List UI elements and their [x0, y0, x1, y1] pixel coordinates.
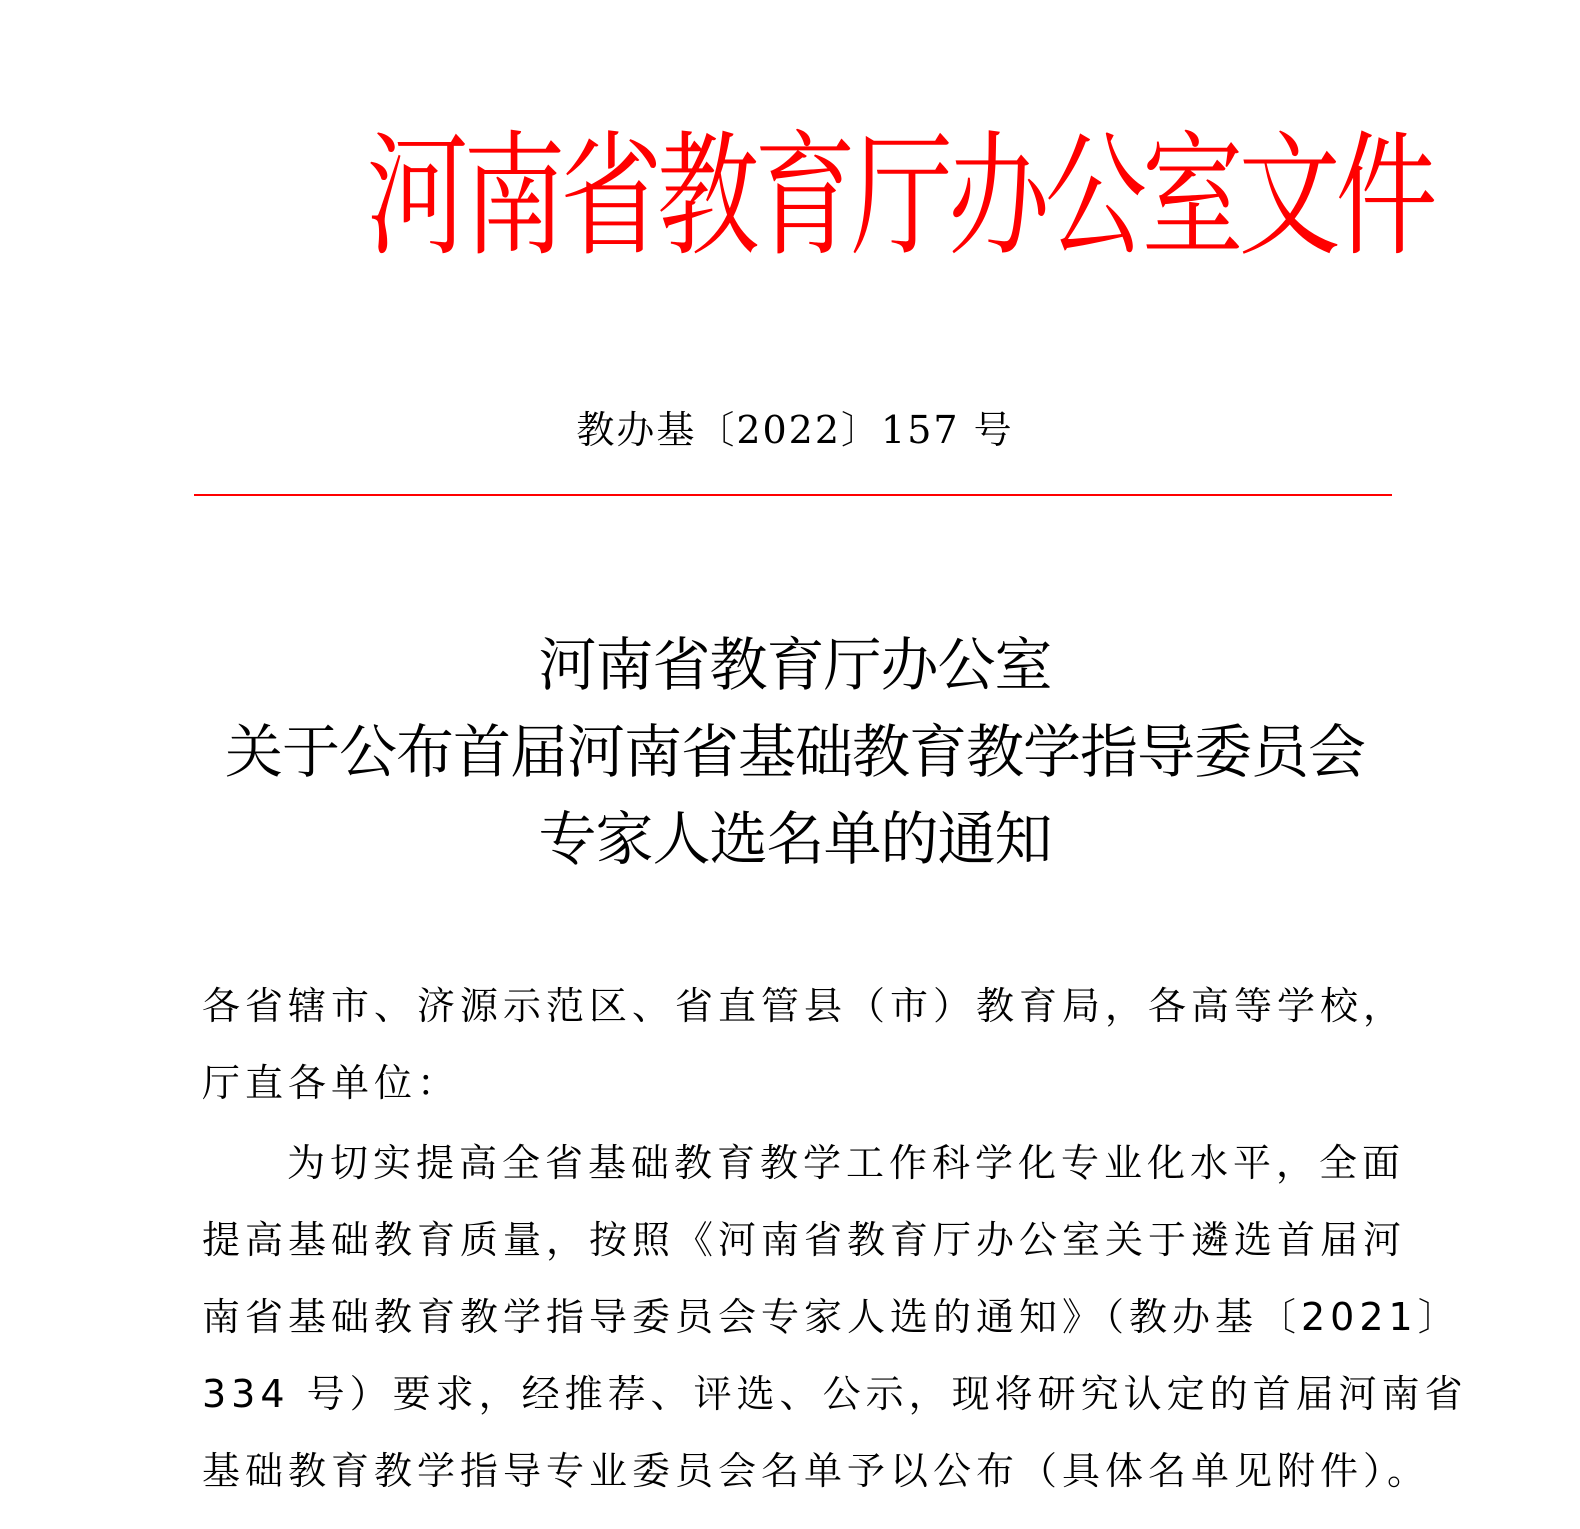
addressee-line-1: 各省辖市、济源示范区、省直管县（市）教育局，各高等学校，	[202, 984, 1407, 1028]
body-paragraph-line-4: 334 号）要求，经推荐、评选、公示，现将研究认定的首届河南省	[202, 1372, 1468, 1416]
addressee-line-2: 厅直各单位：	[202, 1061, 461, 1105]
document-title-line-3: 专家人选名单的通知	[538, 805, 1052, 873]
body-paragraph-line-3: 南省基础教育教学指导委员会专家人选的通知》（教办基〔2021〕	[202, 1295, 1461, 1339]
document-title-line-1: 河南省教育厅办公室	[538, 631, 1052, 699]
document-title-line-2: 关于公布首届河南省基础教育教学指导委员会	[224, 718, 1365, 786]
red-divider-line	[194, 494, 1392, 496]
body-paragraph-line-5: 基础教育教学指导专业委员会名单予以公布（具体名单见附件）。	[202, 1449, 1431, 1493]
document-number: 教办基〔2022〕157 号	[576, 408, 1014, 452]
document-masthead: 河南省教育厅办公室文件	[366, 119, 1433, 276]
body-paragraph-line-1: 为切实提高全省基础教育教学工作科学化专业化水平，全面	[287, 1141, 1406, 1185]
body-paragraph-line-2: 提高基础教育质量，按照《河南省教育厅办公室关于遴选首届河	[202, 1218, 1407, 1262]
